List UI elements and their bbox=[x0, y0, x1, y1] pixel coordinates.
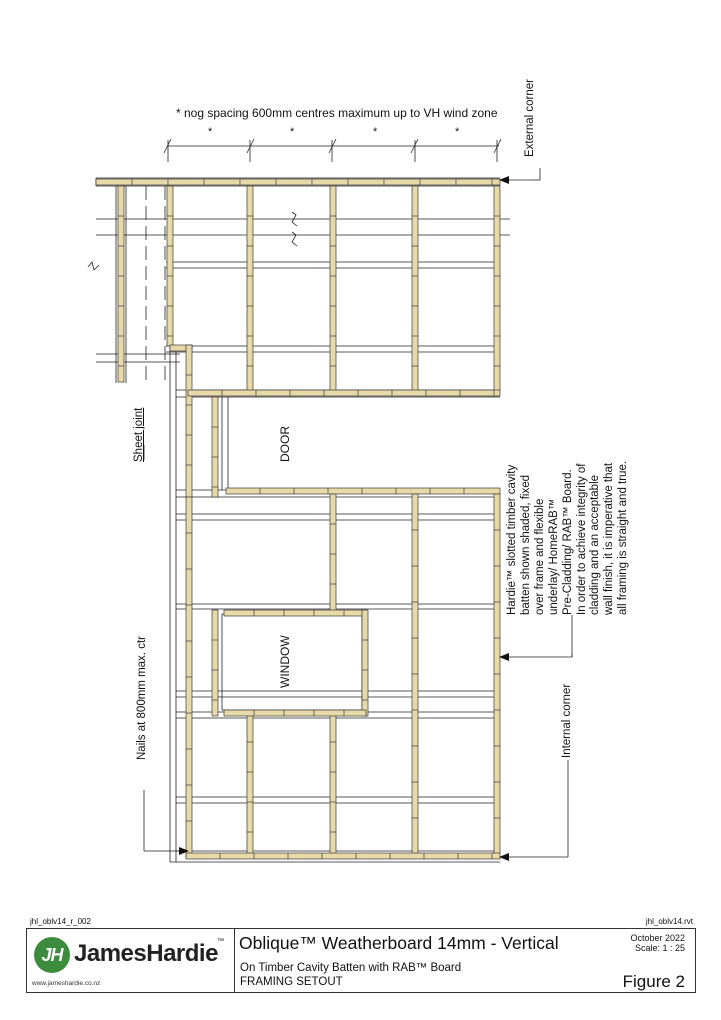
timber-batten bbox=[330, 186, 336, 392]
timber-batten bbox=[186, 853, 500, 859]
website-link[interactable]: www.jameshardie.co.nz bbox=[32, 980, 101, 987]
timber-batten bbox=[224, 610, 366, 616]
jameshardie-logo-icon: JH bbox=[34, 937, 70, 973]
drawing-date: October 2022 bbox=[630, 933, 685, 943]
title-block-divider bbox=[234, 929, 235, 992]
dimension-mark-2: * bbox=[290, 126, 295, 138]
external-corner-label: External corner bbox=[524, 79, 536, 157]
timber-batten bbox=[186, 345, 192, 497]
drawing-title: Oblique™ Weatherboard 14mm - Vertical bbox=[239, 933, 559, 953]
batten-note-line: underlay/ HomeRAB™ bbox=[547, 498, 560, 615]
dimension-mark-4: * bbox=[455, 126, 460, 138]
batten-note-line: cladding and an acceptable bbox=[589, 474, 602, 615]
timber-batten bbox=[188, 390, 500, 396]
sheet-joint-label: Sheet joint bbox=[133, 407, 145, 462]
window-label: WINDOW bbox=[278, 635, 292, 688]
drawing-scale: Scale: 1 : 25 bbox=[634, 943, 685, 953]
drawing-subtitle-2: FRAMING SETOUT bbox=[240, 976, 343, 988]
batten-note-line: Hardie™ slotted timber cavity bbox=[506, 464, 518, 615]
timber-batten bbox=[224, 710, 366, 716]
title-block bbox=[26, 928, 696, 993]
timber-batten bbox=[412, 186, 418, 392]
batten-note bbox=[506, 461, 631, 615]
batten-note-line: wall finish, it is imperative that bbox=[603, 462, 616, 615]
dimension-mark-3: * bbox=[373, 126, 378, 138]
leader-arrows bbox=[179, 176, 509, 861]
internal-corner-label: Internal corner bbox=[561, 683, 573, 758]
timber-batten bbox=[212, 397, 218, 497]
batten-note-line: over frame and flexible bbox=[533, 498, 546, 615]
timber-batten bbox=[226, 488, 500, 494]
timber-battens bbox=[96, 179, 500, 859]
batten-note-line: Pre-Cladding/ RAB™ Board. bbox=[561, 469, 574, 615]
timber-batten bbox=[118, 186, 124, 382]
timber-batten bbox=[330, 712, 336, 857]
batten-note-line: batten shown shaded, fixed bbox=[519, 474, 532, 615]
timber-batten bbox=[247, 712, 253, 857]
nog-spacing-note: * nog spacing 600mm centres maximum up to VH wind zone bbox=[176, 106, 498, 120]
dimension-mark-1: * bbox=[208, 126, 213, 138]
figure-number: Figure 2 bbox=[622, 972, 685, 991]
wall-frame bbox=[96, 178, 510, 862]
dimension-line bbox=[164, 139, 501, 162]
drawing-ref-right: jhl_oblv14.rvt bbox=[645, 917, 693, 926]
timber-batten bbox=[167, 186, 173, 346]
brand-name: JamesHardie bbox=[74, 940, 218, 967]
timber-batten bbox=[96, 179, 500, 185]
batten-note-line: all framing is straight and true. bbox=[617, 460, 630, 615]
batten-note-line: In order to achieve integrity of bbox=[575, 463, 588, 615]
timber-batten bbox=[247, 186, 253, 392]
drawing-ref-left: jhl_oblv14_r_002 bbox=[30, 917, 91, 926]
nails-label: Nails at 800mm max. ctr bbox=[136, 636, 148, 760]
drawing-subtitle: On Timber Cavity Batten with RAB™ Board bbox=[240, 962, 462, 974]
brand-trademark: ™ bbox=[217, 938, 224, 945]
door-label: DOOR bbox=[278, 426, 292, 462]
timber-batten bbox=[494, 186, 500, 392]
